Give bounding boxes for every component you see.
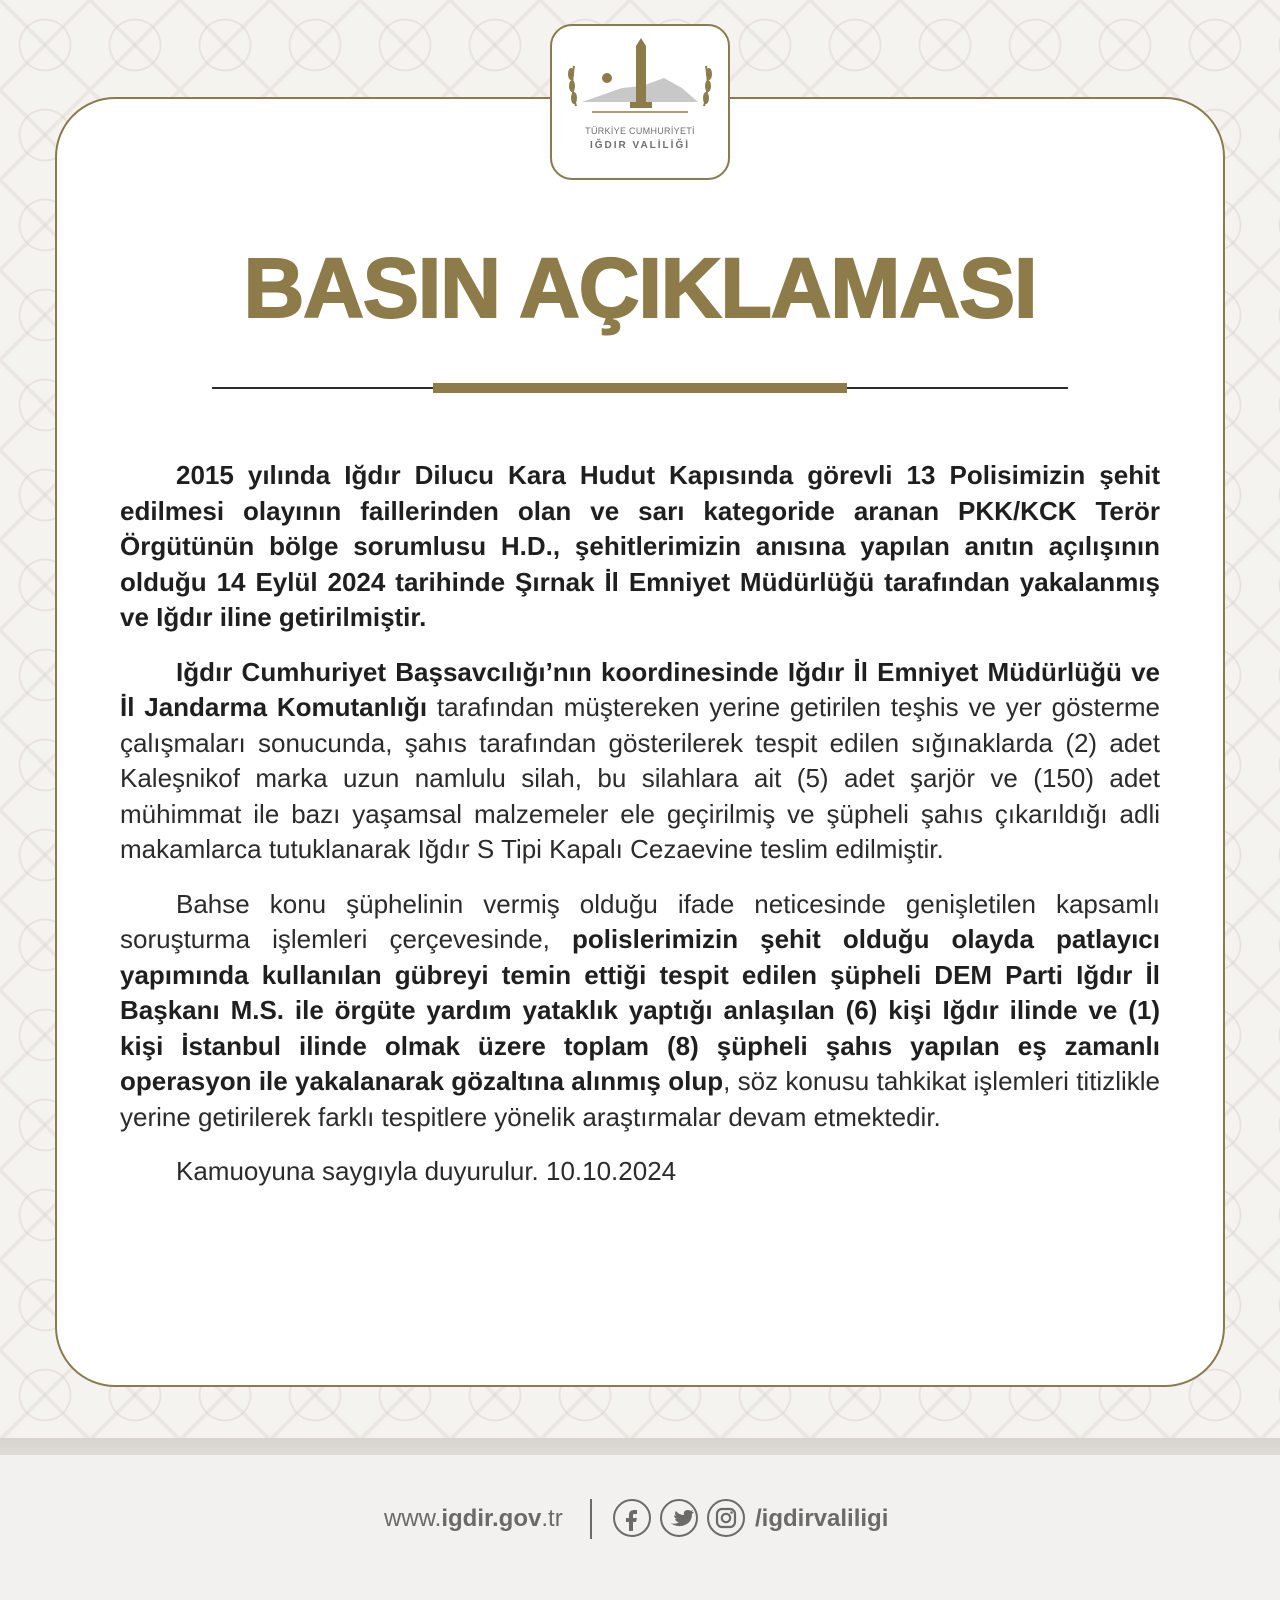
paragraph-3-bold: polislerimizin şehit olduğu olayda patlayıcı yapımında kullanılan gübreyi temin ettiği tespit edilen şüpheli DEM Parti Iğdır İl Başkanı M.S. ile örgüte yardım yataklık yaptığı anlaşılan (6) kişi Iğdır ilinde ve (1) kişi İstanbul ilinde olmak üzere toplam (8) şüpheli şahıs yapılan eş zamanlı operasyon ile yakalanarak gözaltına alınmış olup bbox=[120, 924, 1160, 1096]
website-link[interactable] bbox=[384, 1505, 563, 1533]
governorship-emblem bbox=[550, 24, 730, 180]
title-divider-accent bbox=[433, 383, 847, 393]
page-title: BASIN AÇIKLAMASI bbox=[243, 241, 1037, 335]
footer-separator bbox=[590, 1499, 592, 1539]
website-prefix: www. bbox=[384, 1505, 442, 1532]
emblem-governorship-label: IĞDIR VALİLİĞİ bbox=[589, 140, 691, 151]
paragraph-3-end: , söz konusu tahkikat işlemleri titizlikle yerine getirilerek farklı tespitlere yönelik araştırmalar devam etmektedir. bbox=[120, 1066, 1160, 1132]
facebook-icon[interactable] bbox=[613, 1499, 651, 1537]
closing-line: Kamuoyuna saygıyla duyurulur. 10.10.2024 bbox=[176, 1156, 677, 1186]
press-release-body bbox=[120, 458, 1160, 1209]
twitter-icon[interactable] bbox=[660, 1499, 698, 1537]
instagram-icon[interactable] bbox=[707, 1499, 745, 1537]
paragraph-2-text: tarafından müştereken yerine getirilen teşhis ve yer gösterme çalışmaları sonucunda, şahıs tarafından gösterilerek tespit edilen sığınaklarda (2) adet Kaleşnikof marka uzun namlulu silah, bu silahlara ait (5) adet şarjör ve (150) adet mühimmat ile bazı yaşamsal malzemeler ele geçirilmiş ve şüpheli şahıs çıkarıldığı adli makamlarca tutuklanarak Iğdır S Tipi Kapalı Cezaevine teslim edilmiştir. bbox=[120, 692, 1160, 864]
footer bbox=[0, 1495, 1280, 1545]
website-suffix: .tr bbox=[541, 1505, 563, 1532]
paragraph-3-intro: Bahse konu şüphelinin vermiş olduğu ifade neticesinde genişletilen kapsamlı soruşturma işlemleri çerçevesinde, bbox=[120, 888, 1160, 954]
paragraph-2-bold: Iğdır Cumhuriyet Başsavcılığı’nın koordinesinde Iğdır İl Emniyet Müdürlüğü ve İl Jandarma Komutanlığı bbox=[120, 656, 1160, 722]
paragraph-2 bbox=[120, 655, 1160, 868]
emblem-country-label: TÜRKİYE CUMHURİYETİ bbox=[585, 126, 695, 136]
paragraph-1 bbox=[120, 458, 1160, 636]
website-domain: igdir.gov bbox=[441, 1505, 542, 1532]
monument-logo-icon bbox=[552, 26, 728, 126]
paragraph-1-bold: 2015 yılında Iğdır Dilucu Kara Hudut Kapısında görevli 13 Polisimizin şehit edilmesi olayının faillerinden olan ve sarı kategoride aranan PKK/KCK Terör Örgütünün bölge sorumlusu H.D., şehitlerimizin anısına yapılan anıtın açılışının olduğu 14 Eylül 2024 tarihinde Şırnak İl Emniyet Müdürlüğü tarafından yakalanmış ve Iğdır iline getirilmiştir. bbox=[120, 460, 1160, 632]
social-handle[interactable]: /igdirvaliligi bbox=[755, 1505, 889, 1532]
paragraph-3 bbox=[120, 887, 1160, 1136]
